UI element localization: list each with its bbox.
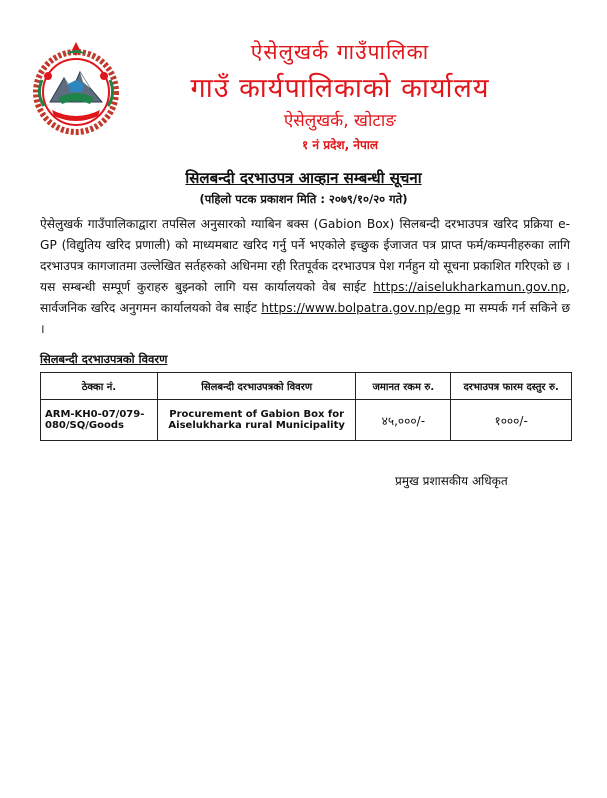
table-row [41, 400, 572, 441]
tender-table [40, 372, 572, 441]
letterhead [0, 0, 607, 160]
municipality-website-link[interactable]: https://aiselukharkamun.gov.np [373, 280, 567, 294]
col-deposit: जमानत रकम रु. [356, 373, 451, 400]
cell-fee: १०००/- [451, 400, 572, 441]
col-description: सिलबन्दी दरभाउपत्रको विवरण [157, 373, 356, 400]
col-contract-no: ठेक्का नं. [41, 373, 158, 400]
office-location: ऐसेलुखर्क, खोटाङ [283, 111, 397, 131]
body-part-3: मा सम्पर्क गर्न सकिने छ । [40, 301, 570, 336]
office-name: गाउँ कार्यपालिकाको कार्यालय [190, 73, 490, 104]
signature-title: प्रमुख प्रशासकीय अधिकृत [395, 474, 508, 488]
col-fee: दरभाउपत्र फारम दस्तुर रु. [451, 373, 572, 400]
body-part-1: ऐसेलुखर्क गाउँपालिकाद्वारा तपसिल अनुसारको ग्याबिन बक्स (Gabion Box) सिलबन्दी दरभाउपत्र खरिद प्रक्रिया e-GP (विद्युतिय खरिद प्रणाली) को माध्यमबाट खरिद गर्नु पर्ने भएकोले इच्छुक ईजाजत पत्र प्राप्त फर्म/कम्पनीहरुका लागि दरभाउपत्र कागजातमा उल्लेखित सर्तहरुको अधिनमा रही रितपूर्वक दरभाउपत्र पेश गर्नहुन यो सूचना प्रकाशित गरिएको छ । यस सम्बन्धी सम्पूर्ण कुराहरु बुझ्नको लागि यस कार्यालयको वेब साईट [40, 217, 570, 294]
nepal-emblem-icon [28, 40, 124, 140]
notice-title: सिलबन्दी दरभाउपत्र आव्हान सम्बन्धी सूचना [185, 169, 422, 187]
publication-date: (पहिलो पटक प्रकाशन मिति : २०७९/१०/२० गते) [199, 192, 408, 206]
table-heading: सिलबन्दी दरभाउपत्रको विवरण [40, 352, 168, 366]
cell-deposit: ४५,०००/- [356, 400, 451, 441]
bolpatra-website-link[interactable]: https://www.bolpatra.gov.np/egp [261, 301, 461, 315]
municipality-name: ऐसेलुखर्क गाउँपालिका [250, 40, 430, 64]
cell-contract-no: ARM-KH0-07/079-080/SQ/Goods [41, 400, 158, 441]
notice-body [40, 214, 570, 340]
table-header-row [41, 373, 572, 400]
cell-description: Procurement of Gabion Box for Aiselukharka rural Municipality [157, 400, 356, 441]
body-part-2: , सार्वजनिक खरिद अनुगमन कार्यालयको वेब साईट [40, 280, 570, 315]
province-name: १ नं प्रदेश, नेपाल [301, 138, 379, 152]
